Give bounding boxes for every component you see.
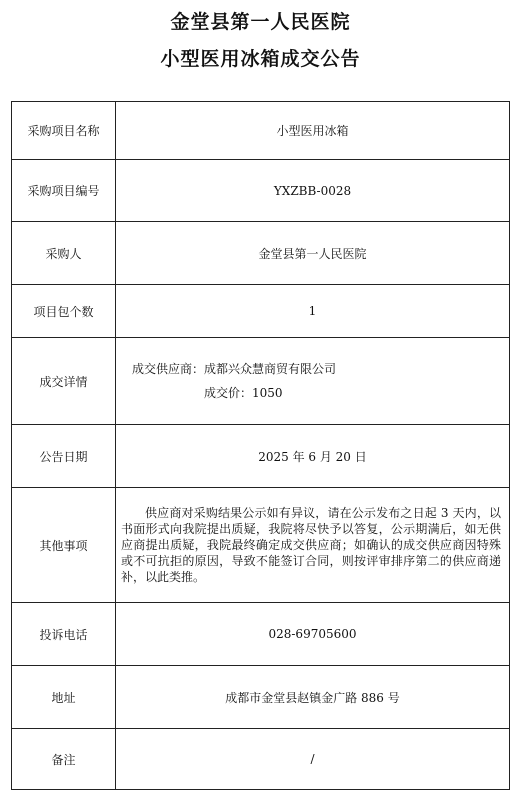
phone-value: 028-69705600 bbox=[116, 603, 510, 666]
deal-details-block bbox=[116, 357, 509, 405]
other-matters-label: 其他事项 bbox=[12, 488, 116, 603]
hospital-title: 金堂县第一人民医院 bbox=[170, 11, 351, 33]
remarks-label: 备注 bbox=[12, 729, 116, 790]
project-number-label: 采购项目编号 bbox=[12, 160, 116, 222]
announce-date-label: 公告日期 bbox=[12, 425, 116, 488]
row-package-count bbox=[12, 285, 510, 338]
address-label: 地址 bbox=[12, 666, 116, 729]
row-announce-date bbox=[12, 425, 510, 488]
row-address bbox=[12, 666, 510, 729]
row-phone bbox=[12, 603, 510, 666]
package-count-value: 1 bbox=[116, 285, 510, 338]
package-count-label: 项目包个数 bbox=[12, 285, 116, 338]
row-purchaser bbox=[12, 222, 510, 285]
announce-date-value: 2025 年 6 月 20 日 bbox=[116, 425, 510, 488]
address-value: 成都市金堂县赵镇金广路 886 号 bbox=[116, 666, 510, 729]
row-other-matters bbox=[12, 488, 510, 603]
deal-details-value bbox=[116, 338, 510, 425]
row-deal-details bbox=[12, 338, 510, 425]
project-number-value: YXZBB-0028 bbox=[116, 160, 510, 222]
deal-supplier: 成交供应商：成都兴众慧商贸有限公司 bbox=[132, 362, 337, 376]
other-matters-value: 供应商对采购结果公示如有异议，请在公示发布之日起 3 天内，以书面形式向我院提出质疑，我院将尽快予以答复，公示期满后，如无供应商提出质疑，我院最终确定成交供应商；如确认的成交供应商因特殊或不可抗拒的原因，导致不能签订合同，则按评审排序第二的供应商递补，以此类推。 bbox=[121, 506, 501, 584]
remarks-value: / bbox=[116, 729, 510, 790]
project-name-value: 小型医用冰箱 bbox=[116, 102, 510, 160]
other-matters-cell bbox=[116, 488, 510, 603]
purchaser-value: 金堂县第一人民医院 bbox=[116, 222, 510, 285]
row-project-name bbox=[12, 102, 510, 160]
announcement-title: 小型医用冰箱成交公告 bbox=[160, 48, 361, 70]
purchaser-label: 采购人 bbox=[12, 222, 116, 285]
deal-details-label: 成交详情 bbox=[12, 338, 116, 425]
phone-label: 投诉电话 bbox=[12, 603, 116, 666]
row-project-number bbox=[12, 160, 510, 222]
announcement-table bbox=[11, 101, 510, 790]
deal-price: 成交价：1050 bbox=[204, 386, 283, 400]
project-name-label: 采购项目名称 bbox=[12, 102, 116, 160]
row-remarks bbox=[12, 729, 510, 790]
